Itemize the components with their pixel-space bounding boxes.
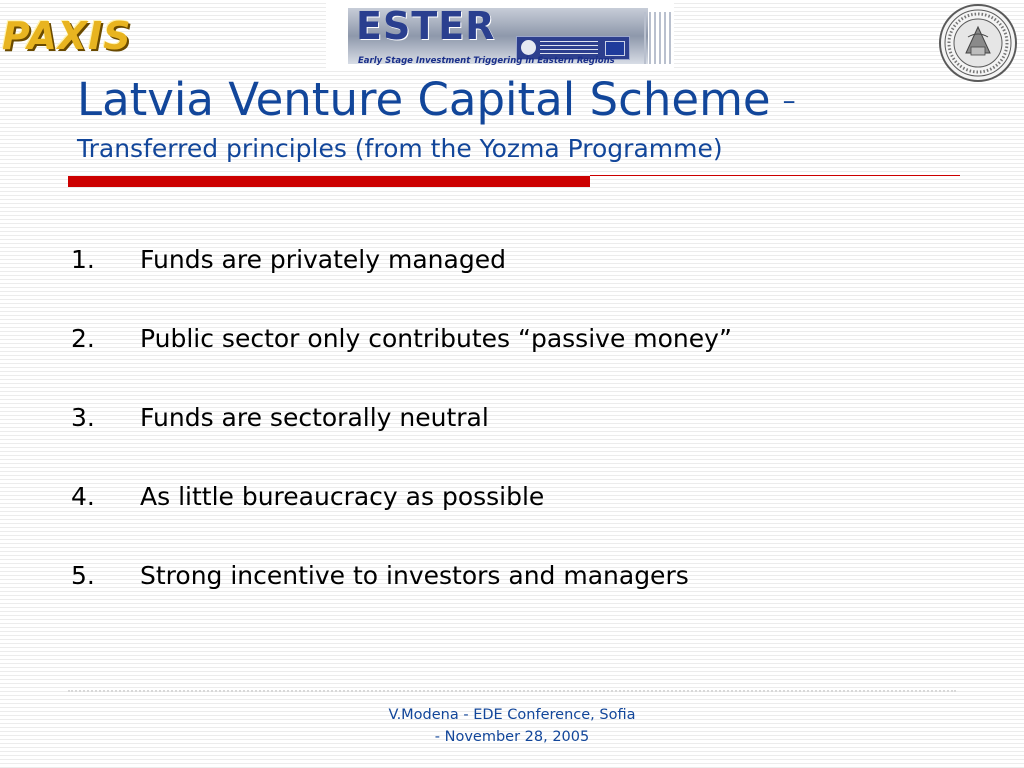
university-seal-icon [938,3,1018,83]
list-item-text: Public sector only contributes “passive money” [140,324,732,353]
title-underline-line [590,175,960,176]
ester-logo-wordmark: ESTER [356,4,496,48]
footer-divider [68,690,956,692]
slide-title [77,73,796,128]
slide-footer [342,704,682,748]
ester-logo-stripes [644,12,672,64]
list-item-text: Funds are sectorally neutral [140,403,489,432]
badge-text-lines [540,41,598,55]
slide-title-text: Latvia Venture Capital Scheme [77,73,771,126]
list-item-text: As little bureaucracy as possible [140,482,545,511]
paxis-logo: PAXIS [2,14,132,58]
title-underline-bar [68,176,590,187]
list-item-number: 5. [71,561,95,590]
footer-line-1: V.Modena - EDE Conference, Sofia [388,707,636,723]
footer-line-2: - November 28, 2005 [434,729,590,745]
badge-emblem-icon [521,40,536,55]
title-dash: – [782,86,796,116]
list-item-text: Strong incentive to investors and managers [140,561,689,590]
ester-logo [326,2,674,70]
list-item-number: 3. [71,403,95,432]
list-item-number: 2. [71,324,95,353]
ester-logo-tagline: Early Stage Investment Triggering in Eastern Regions [358,56,615,66]
list-item-number: 4. [71,482,95,511]
slide-subtitle: Transferred principles (from the Yozma Programme) [77,134,723,163]
list-item-number: 1. [71,245,95,274]
list-item-text: Funds are privately managed [140,245,506,274]
eu-flag-icon [605,41,625,56]
